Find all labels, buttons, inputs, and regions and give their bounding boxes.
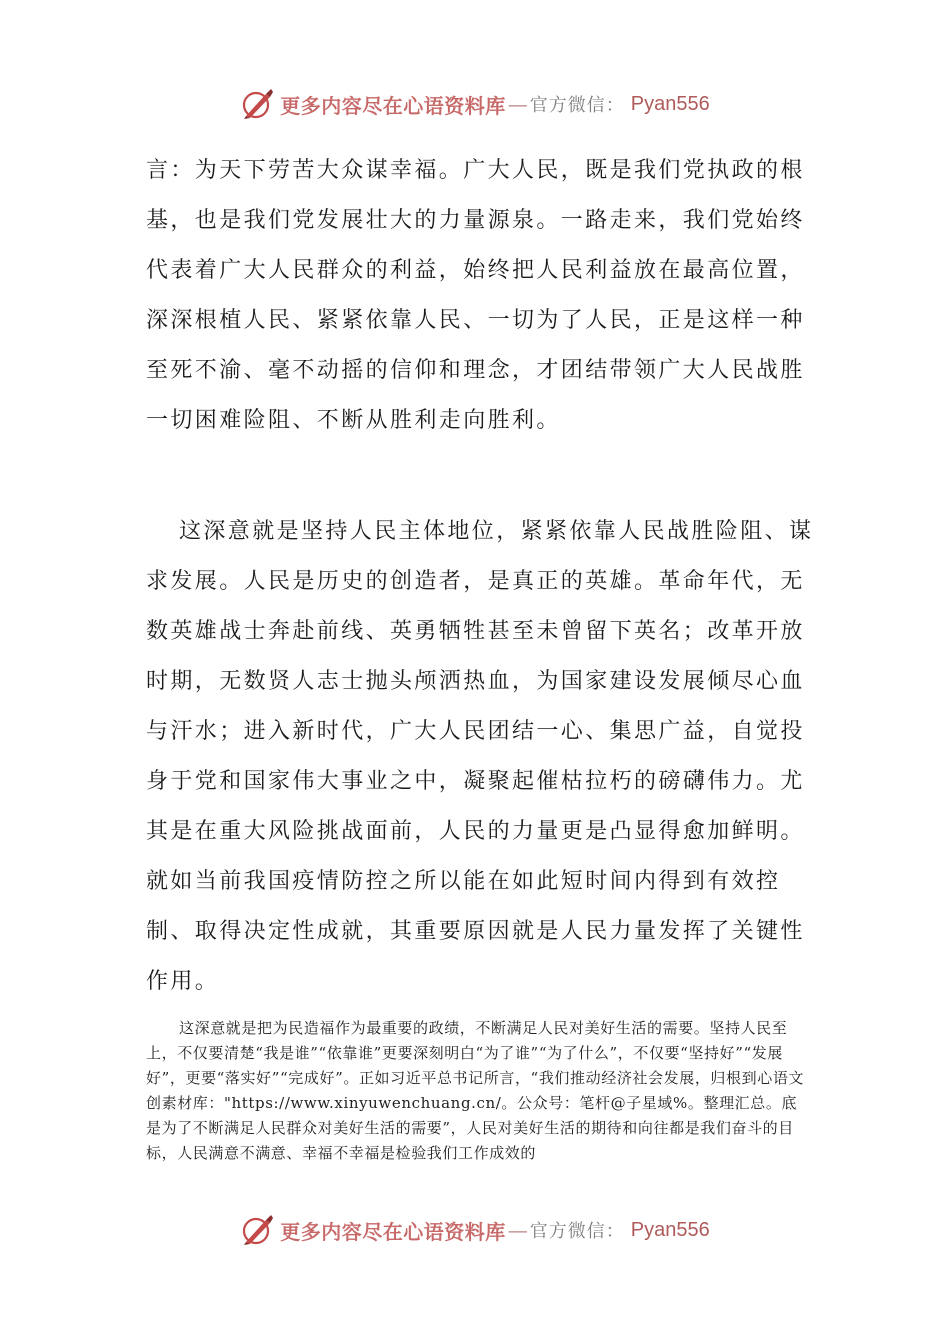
banner-wechat-id: Pyan556 — [630, 1218, 710, 1241]
banner-official-label: 官方微信： — [529, 95, 625, 116]
pen-circle-logo-icon — [240, 86, 276, 122]
banner-title: 更多内容尽在心语资料库 — [280, 1219, 506, 1244]
pen-circle-logo-icon — [240, 1212, 276, 1248]
footer-banner — [0, 1210, 950, 1250]
paragraph-3-small: 这深意就是把为民造福作为最重要的政绩，不断满足人民对美好生活的需要。坚持人民至上，不仅要清楚“我是谁”“依靠谁”更要深刻明白“为了谁”“为了什么”，不仅要“坚持好”“发展好”，更要“落实好”“完成好”。正如习近平总书记所言，“我们推动经济社会发展，归根到心语文创素材库："https://www.xinyuwenchuang.cn/。公众号：笔杆@子星域%。整理汇总。底是为了不断满足人民群众对美好生活的需要”，人民对美好生活的期待和向往都是我们奋斗的目标，人民满意不满意、幸福不幸福是检验我们工作成效的 — [146, 1019, 805, 1162]
banner-title: 更多内容尽在心语资料库 — [280, 93, 506, 118]
banner-separator: — — [507, 1218, 528, 1242]
banner-wechat-id: Pyan556 — [630, 92, 710, 115]
banner-separator: — — [507, 92, 528, 116]
header-banner — [0, 84, 950, 124]
banner-official-label: 官方微信： — [529, 1221, 625, 1242]
paragraph-2: 这深意就是坚持人民主体地位，紧紧依靠人民战胜险阻、谋求发展。人民是历史的创造者，是真正的英雄。革命年代，无数英雄战士奔赴前线、英勇牺牲甚至未曾留下英名；改革开放时期，无数贤人志士抛头颅洒热血，为国家建设发展倾尽心血与汗水；进入新时代，广大人民团结一心、集思广益，自觉投身于党和国家伟大事业之中，凝聚起催枯拉朽的磅礴伟力。尤其是在重大风险挑战面前，人民的力量更是凸显得愈加鲜明。就如当前我国疫情防控之所以能在如此短时间内得到有效控制、取得决定性成就，其重要原因就是人民力量发挥了关键性作用。 — [146, 519, 814, 994]
paragraph-1: 言：为天下劳苦大众谋幸福。广大人民，既是我们党执政的根基，也是我们党发展壮大的力量源泉。一路走来，我们党始终代表着广大人民群众的利益，始终把人民利益放在最高位置，深深根植人民、紧紧依靠人民、一切为了人民，正是这样一种至死不渝、毫不动摇的信仰和理念，才团结带领广大人民战胜一切困难险阻、不断从胜利走向胜利。 — [146, 158, 805, 433]
